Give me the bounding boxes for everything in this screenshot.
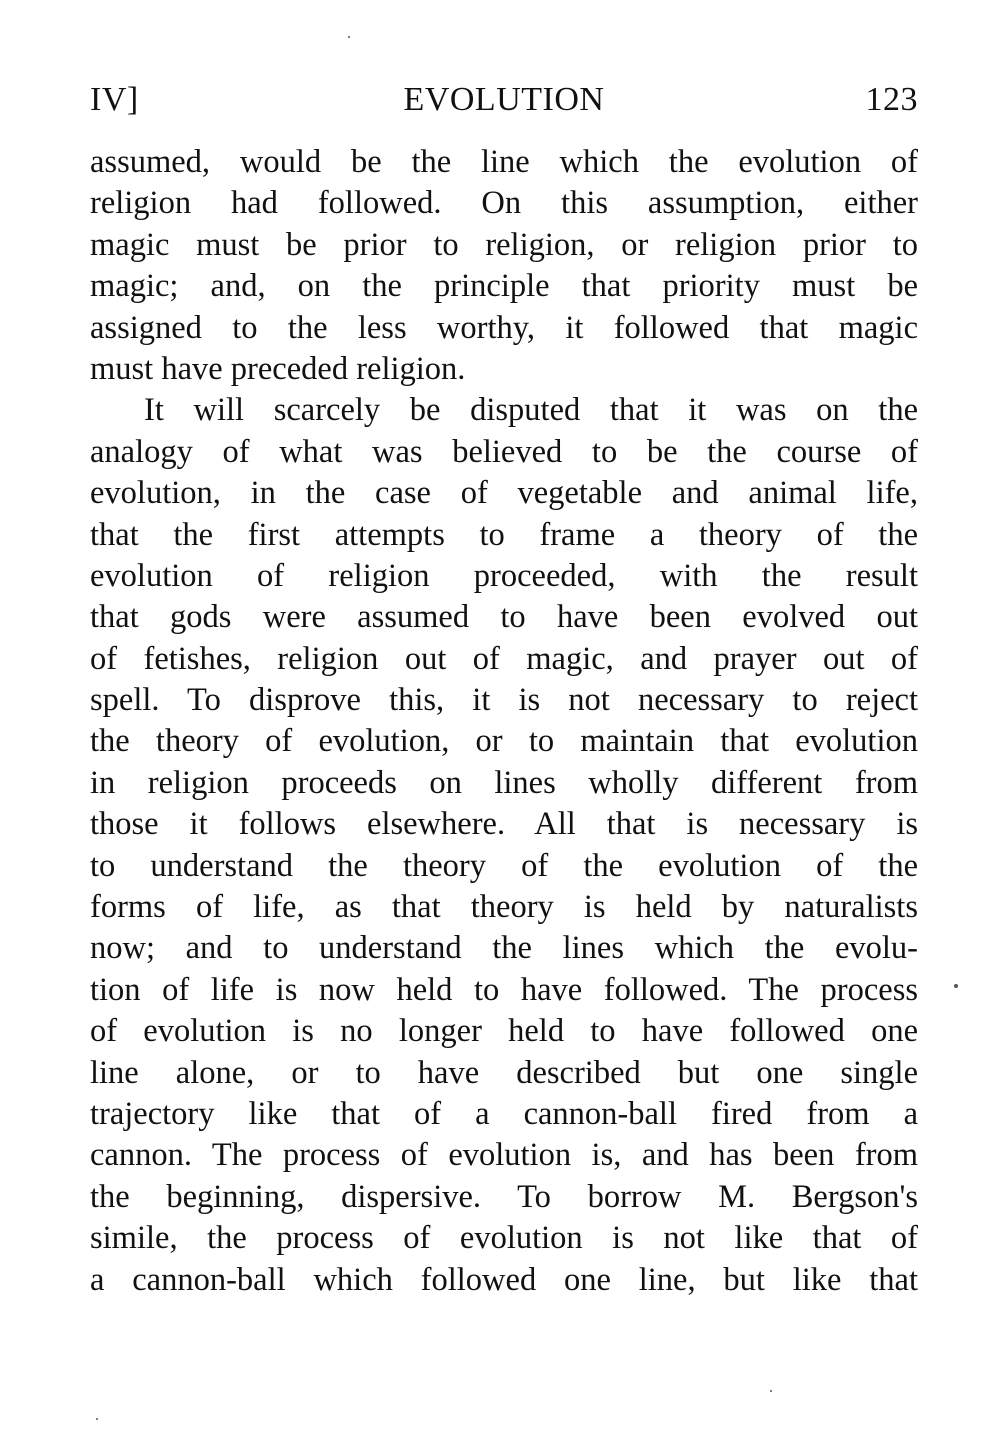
text-line: assumed, would be the line which the evolution of (90, 144, 918, 180)
text-line: a cannon-ball which followed one line, but like that (90, 1261, 918, 1298)
text-line: in religion proceeds on lines wholly different from (90, 764, 918, 801)
ink-speck (954, 984, 958, 988)
text-line: the theory of evolution, or to maintain that evolution (90, 723, 918, 760)
text-line: simile, the process of evolution is not like that of (90, 1220, 918, 1257)
text-line: of evolution is no longer held to have followed one (90, 1013, 918, 1050)
text-line: evolution of religion proceeded, with the result (90, 557, 918, 594)
text-line: religion had followed. On this assumption, either (90, 185, 918, 222)
text-line: of fetishes, religion out of magic, and prayer out of (90, 640, 918, 677)
ink-speck (96, 1418, 98, 1420)
text-line: that gods were assumed to have been evolved out (90, 599, 918, 636)
text-line: cannon. The process of evolution is, and has been from (90, 1137, 918, 1174)
book-page (90, 78, 918, 1301)
body-text (90, 142, 918, 1301)
text-line: trajectory like that of a cannon-ball fired from a (90, 1095, 918, 1132)
page-title: EVOLUTION (403, 81, 605, 118)
running-head (90, 78, 918, 128)
text-line: now; and to understand the lines which the evolu- (90, 930, 918, 967)
text-line: magic must be prior to religion, or religion prior to (90, 226, 918, 263)
text-line: evolution, in the case of vegetable and animal life, (90, 475, 918, 512)
ink-speck (348, 36, 350, 38)
text-line: those it follows elsewhere. All that is necessary is (90, 806, 918, 843)
text-line: analogy of what was believed to be the course of (90, 433, 918, 470)
paragraph-start-line: It will scarcely be disputed that it was on the (144, 392, 918, 429)
text-line: assigned to the less worthy, it followed that magic (90, 309, 918, 346)
text-line: the beginning, dispersive. To borrow M. Bergson's (90, 1178, 918, 1215)
text-line: to understand the theory of the evolution of the (90, 847, 918, 884)
text-line: that the first attempts to frame a theory of the (90, 516, 918, 553)
ink-speck (770, 1390, 772, 1392)
text-line: magic; and, on the principle that priority must be (90, 268, 918, 305)
page-number: 123 (865, 81, 918, 118)
chapter-number: IV] (90, 81, 139, 118)
text-line: line alone, or to have described but one single (90, 1054, 918, 1091)
text-line: forms of life, as that theory is held by naturalists (90, 889, 918, 926)
text-line: tion of life is now held to have followed. The process (90, 971, 918, 1008)
text-line: must have preceded religion. (90, 350, 466, 387)
text-line: spell. To disprove this, it is not necessary to reject (90, 682, 918, 719)
